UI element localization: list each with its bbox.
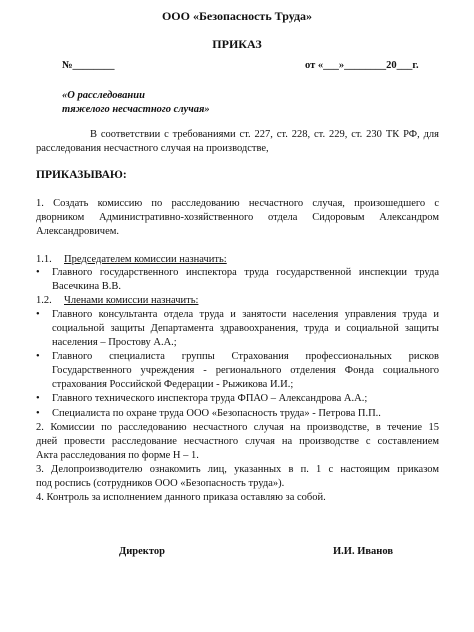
item-1-line-2: дворником Административно-хозяйственного отдела Сидоровым Александром <box>36 212 439 223</box>
member-4-line-1: Специалиста по охране труда ООО «Безопасность труда» - Петрова П.П.. <box>52 408 381 419</box>
bullet-icon: • <box>36 351 40 362</box>
chairman-line-1: Главного государственного инспектора труда государственной инспекции труда <box>52 267 439 278</box>
company-name: ООО «Безопасность Труда» <box>161 9 313 23</box>
order-date: от «___»________20___г. <box>305 60 419 71</box>
member-2-line-1: Главного специалиста группы Страхования профессиональных рисков <box>52 351 439 362</box>
member-3-line-1: Главного технического инспектора труда ФПАО – Александрова А.А.; <box>52 393 368 404</box>
signature-name: И.И. Иванов <box>333 546 394 557</box>
item-1-2-number: 1.2. <box>36 295 52 306</box>
order-number: №________ <box>62 60 115 71</box>
member-1-line-2: социальной защиты Департамента здравоохранения, труда и социальной защиты <box>52 323 439 334</box>
bullet-icon: • <box>36 393 40 404</box>
member-1-line-3: населения – Простову А.А.; <box>52 337 177 348</box>
item-1-line-1: 1. Создать комиссию по расследованию несчастного случая, произошедшего с <box>36 198 439 209</box>
preamble-line-1: В соответствии с требованиями ст. 227, ст. 228, ст. 229, ст. 230 ТК РФ, для <box>90 129 439 140</box>
subject-line-1: «О расследовании <box>62 90 145 101</box>
subject-line-2: тяжелого несчастного случая» <box>62 104 210 115</box>
chairman-line-2: Васечкина В.В. <box>52 281 122 292</box>
members-label: Членами комиссии назначить: <box>64 295 199 306</box>
preamble-line-2: расследования несчастного случая на производстве, <box>36 143 269 154</box>
item-2-line-1: 2. Комиссии по расследованию несчастного случая на производстве, в течение 15 <box>36 422 439 433</box>
signature-position: Директор <box>119 546 165 557</box>
bullet-icon: • <box>36 267 40 278</box>
item-1-line-3: Александровичем. <box>36 226 120 237</box>
order-heading: ПРИКАЗЫВАЮ: <box>36 169 127 181</box>
item-3-line-2: под роспись (сотрудников ООО «Безопасность труда»). <box>36 478 285 489</box>
item-2-line-2: дней провести расследование несчастного случая на производстве с составлением <box>36 436 439 447</box>
bullet-icon: • <box>36 408 40 419</box>
bullet-icon: • <box>36 309 40 320</box>
item-3-line-1: 3. Делопроизводителю ознакомить лиц, указанных в п. 1 с настоящим приказом <box>36 464 439 475</box>
item-1-1-number: 1.1. <box>36 254 52 265</box>
member-2-line-2: Государственного учреждения - регионального отделения Фонда социального <box>52 365 439 376</box>
chairman-label: Председателем комиссии назначить: <box>64 254 227 265</box>
item-2-line-3: Акта расследования по форме Н – 1. <box>36 450 199 461</box>
document-type: ПРИКАЗ <box>212 37 262 51</box>
member-2-line-3: страхования Российской Федерации - Рыжикова И.И.; <box>52 379 294 390</box>
member-1-line-1: Главного консультанта отдела труда и занятости населения управления труда и <box>52 309 439 320</box>
item-4: 4. Контроль за исполнением данного приказа оставляю за собой. <box>36 492 326 503</box>
